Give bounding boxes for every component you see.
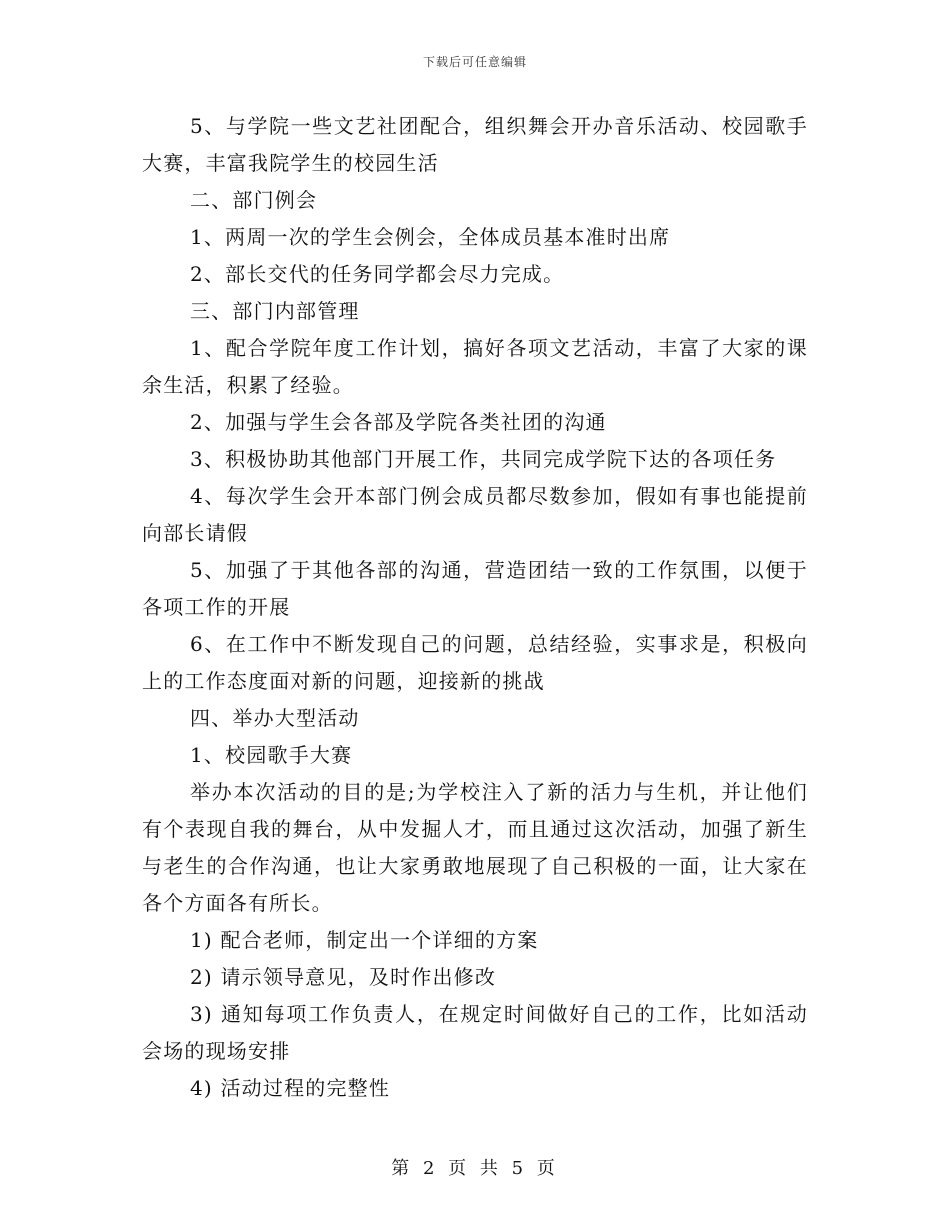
paragraph-14: 举办本次活动的目的是;为学校注入了新的活力与生机，并让他们有个表现自我的舞台，从中发掘人才，而且通过这次活动，加强了新生与老生的合作沟通，也让大家勇敢地展现了自己积极的一面，让大家在各个方面各有所长。 (142, 780, 808, 915)
list-item-3: 3) 通知每项工作负责人，在规定时间做好自己的工作，比如活动会场的现场安排 (142, 1002, 808, 1063)
page-header: 下载后可任意编辑 (422, 55, 527, 69)
paragraph-8: 3、积极协助其他部门开展工作，共同完成学院下达的各项任务 (190, 447, 777, 471)
paragraph-6: 1、配合学院年度工作计划，搞好各项文艺活动，丰富了大家的课余生活，积累了经验。 (142, 336, 808, 397)
page-footer: 第 2 页 共 5 页 (391, 1158, 559, 1179)
document-body (142, 108, 808, 1107)
paragraph-1: 5、与学院一些文艺社团配合，组织舞会开办音乐活动、校园歌手大赛，丰富我院学生的校园生活 (142, 114, 808, 175)
section-heading-2: 二、部门例会 (190, 188, 318, 212)
paragraph-13: 1、校园歌手大赛 (190, 743, 353, 767)
paragraph-3: 1、两周一次的学生会例会，全体成员基本准时出席 (190, 225, 671, 249)
list-item-4: 4) 活动过程的完整性 (190, 1076, 391, 1100)
section-heading-4: 四、举办大型活动 (190, 706, 360, 730)
list-item-1: 1) 配合老师，制定出一个详细的方案 (190, 928, 539, 952)
paragraph-11: 6、在工作中不断发现自己的问题，总结经验，实事求是，积极向上的工作态度面对新的问题，迎接新的挑战 (142, 632, 808, 693)
list-item-2: 2) 请示领导意见，及时作出修改 (190, 965, 497, 989)
paragraph-4: 2、部长交代的任务同学都会尽力完成。 (190, 262, 565, 286)
paragraph-7: 2、加强与学生会各部及学院各类社团的沟通 (190, 410, 607, 434)
paragraph-9: 4、每次学生会开本部门例会成员都尽数参加，假如有事也能提前向部长请假 (142, 484, 808, 545)
paragraph-10: 5、加强了于其他各部的沟通，营造团结一致的工作氛围，以便于各项工作的开展 (142, 558, 808, 619)
section-heading-3: 三、部门内部管理 (190, 299, 360, 323)
